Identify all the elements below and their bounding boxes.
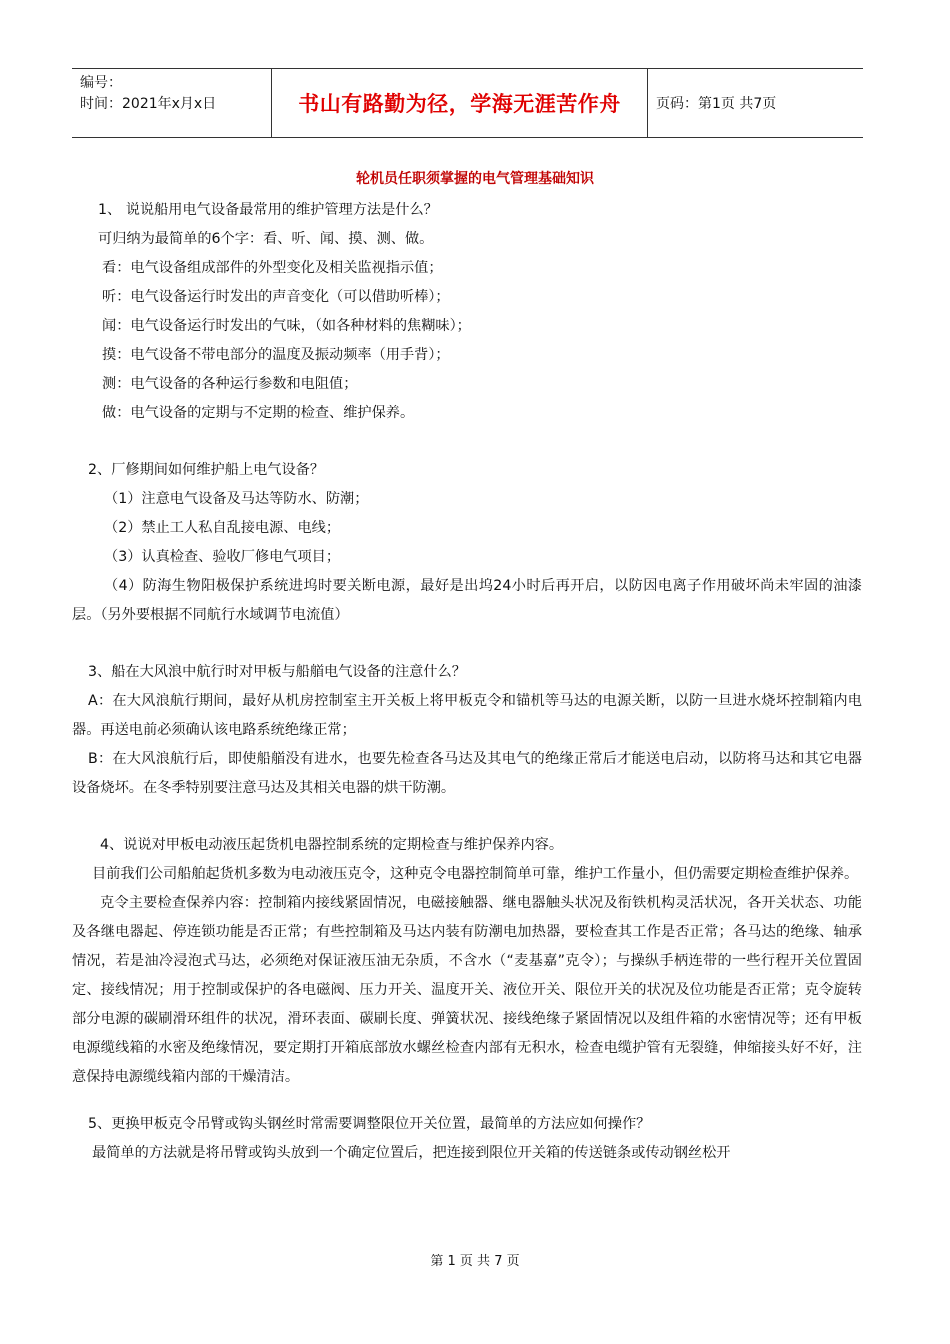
document-title: 轮机员任职须掌握的电气管理基础知识 (356, 171, 594, 187)
q1-question: 1、 说说船用电气设备最常用的维护管理方法是什么？ (98, 202, 438, 218)
q1-item: 闻：电气设备运行时发出的气味，（如各种材料的焦糊味）； (102, 318, 471, 334)
q4-paragraph: 克令主要检查保养内容：控制箱内接线紧固情况，电磁接触器、继电器触头状况及衔铁机构灵活状况，各开关状态、功能及各继电器起、停连锁功能是否正常；有些控制箱及马达内装有防潮电加热器，要检查其工作是否正常；各马达的绝缘、轴承情况，若是油冷浸泡式马达，必须绝对保证液压油无杂质，不含水（“麦基嘉”克令）；与操纵手柄连带的一些行程开关位置固定、接线情况；用于控制或保护的各电磁阀、压力开关、温度开关、液位开关、限位开关的状况及位功能是否正常；克令旋转部分电源的碳刷滑环组件的状况，滑环表面、碳刷长度、弹簧状况、接线绝缘子紧固情况以及组件箱的水密情况等；还有甲板电源缆线箱的水密及绝缘情况，要定期打开箱底部放水螺丝检查内部有无积水，检查电缆护管有无裂缝，伸缩接头好不好，注意保持电源缆线箱内部的干燥清洁。 (72, 895, 862, 1085)
q1-item: 听：电气设备运行时发出的声音变化（可以借助听棒）； (102, 289, 450, 305)
q2-question: 2、厂修期间如何维护船上电气设备？ (88, 462, 325, 478)
q3-item: A：在大风浪航行期间，最好从机房控制室主开关板上将甲板克令和锚机等马达的电源关断，以防一旦进水烧坏控制箱内电器。再送电前必须确认该电路系统绝缘正常； (72, 693, 862, 738)
q3-item: B：在大风浪航行后，即使船艏没有进水，也要先检查各马达及其电气的绝缘正常后才能送电启动，以防将马达和其它电器设备烧坏。在冬季特别要注意马达及其相关电器的烘干防潮。 (72, 751, 862, 796)
q1-item: 测：电气设备的各种运行参数和电阻值； (102, 376, 358, 392)
q1-intro: 可归纳为最简单的6个字：看、听、闻、摸、测、做。 (98, 231, 434, 247)
q2-item: （2）禁止工人私自乱接电源、电线； (104, 520, 341, 536)
q5-question: 5、更换甲板克令吊臂或钩头钢丝时常需要调整限位开关位置，最简单的方法应如何操作？ (88, 1116, 651, 1132)
page-footer: 第 1 页 共 7 页 (430, 1254, 520, 1269)
q4-paragraph: 目前我们公司船舶起货机多数为电动液压克令，这种克令电器控制简单可靠，维护工作量小，但仍需要定期检查维护保养。 (92, 866, 859, 882)
q5-paragraph: 最简单的方法就是将吊臂或钩头放到一个确定位置后，把连接到限位开关箱的传送链条或传动钢丝松开 (92, 1145, 731, 1161)
time-label: 时间：2021年x月x日 (80, 96, 217, 112)
q3-question: 3、船在大风浪中航行时对甲板与船艏电气设备的注意什么？ (88, 664, 466, 680)
number-label: 编号： (80, 75, 122, 91)
header-left-cell (72, 69, 272, 137)
motto: 书山有路勤为径，学海无涯苦作舟 (272, 69, 648, 137)
q1-item: 看：电气设备组成部件的外型变化及相关监视指示值； (102, 260, 443, 276)
q2-item: （1）注意电气设备及马达等防水、防潮； (104, 491, 369, 507)
document-body (72, 196, 862, 1168)
q2-item: （3）认真检查、验收厂修电气项目； (104, 549, 341, 565)
q4-question: 4、说说对甲板电动液压起货机电器控制系统的定期检查与维护保养内容。 (100, 837, 564, 853)
q1-item: 摸：电气设备不带电部分的温度及振动频率（用手背）； (102, 347, 450, 363)
q1-item: 做：电气设备的定期与不定期的检查、维护保养。 (102, 405, 415, 421)
page-header (72, 68, 863, 138)
page-label: 页码：第1页 共7页 (656, 96, 777, 112)
q2-item: （4）防海生物阳极保护系统进坞时要关断电源，最好是出坞24小时后再开启，以防因电离子作用破坏尚未牢固的油漆层。（另外要根据不同航行水域调节电流值） (72, 578, 862, 623)
